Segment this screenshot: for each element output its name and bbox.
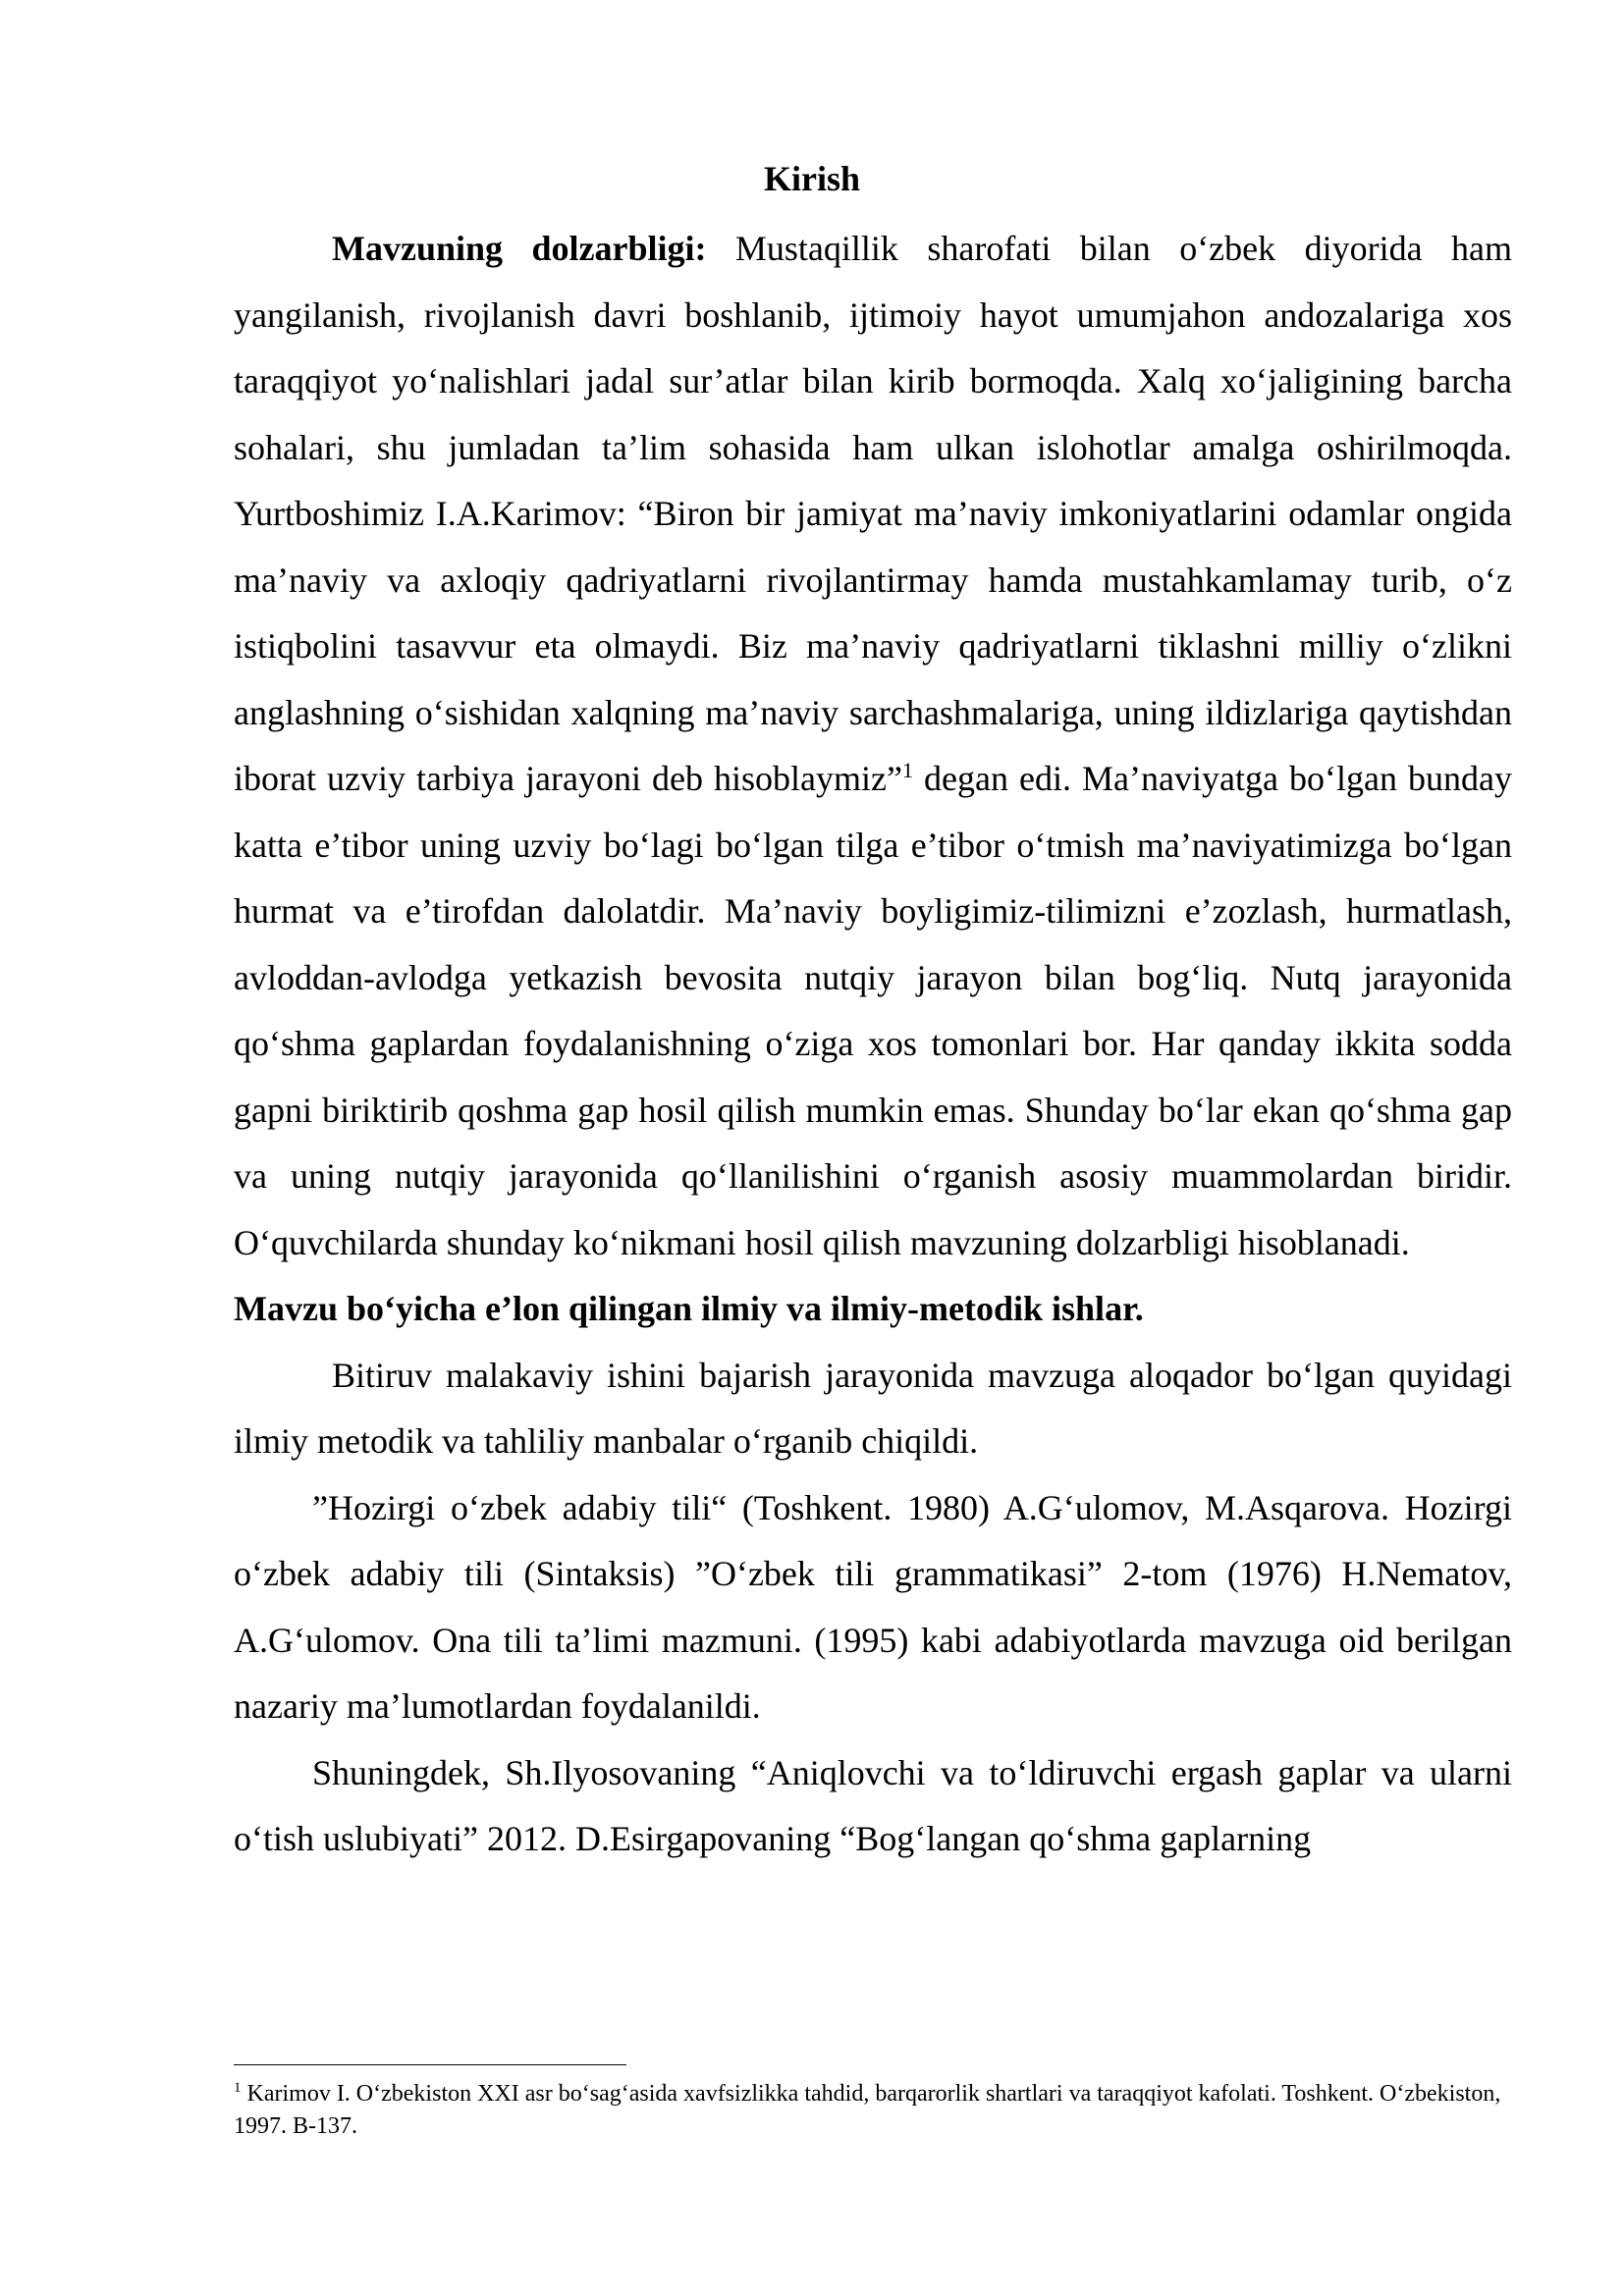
page-title: Kirish <box>763 159 860 198</box>
paragraph-sources-intro: Bitiruv malakaviy ishini bajarish jarayonida mavzuga aloqador bo‘lgan quyidagi ilmiy metodik va tahliliy manbalar o‘rganib chiqildi. <box>234 1355 1512 1461</box>
intro-text-a: Mustaqillik sharofati bilan o‘zbek diyorida ham yangilanish, rivojlanish davri boshlanib, ijtimoiy hayot umumjahon andozalariga xos taraqqiyot yo‘nalishlari jadal sur’atlar bilan kirib bormoqda. Xalq xo‘jaligining barcha sohalari, shu jumladan ta’lim sohasida ham ulkan islohotlar amalga oshirilmoqda. Yurtboshimiz I.A.Karimov: “Biron bir jamiyat ma’naviy imkoniyatlarini odamlar ongida ma’naviy va axloqiy qadriyatlarni rivojlantirmay hamda mustahkamlamay turib, o‘z istiqbolini tasavvur eta olmaydi. Biz ma’naviy qadriyatlarni tiklashni milliy o‘zlikni anglashning o‘sishidan xalqning ma’naviy sarchashmalariga, uning ildizlariga qaytishdan iborat uzviy tarbiya jarayoni deb hisoblaymiz” <box>234 229 1512 798</box>
paragraph-additional-sources: Shuningdek, Sh.Ilyosovaning “Aniqlovchi va to‘ldiruvchi ergash gaplar va ularni o‘tish uslubiyati” 2012. D.Esirgapovaning “Bog‘langan qo‘shma gaplarning <box>234 1752 1512 1858</box>
intro-paragraph <box>234 216 1512 1276</box>
intro-text-b: degan edi. Ma’naviyatga bo‘lgan bunday katta e’tibor uning uzviy bo‘lagi bo‘lgan tilga e’tibor o‘tmish ma’naviyatimizga bo‘lgan hurmat va e’tirofdan dalolatdir. Ma’naviy boyligimiz-tilimizni e’zozlash, hurmatlash, avloddan-avlodga yetkazish bevosita nutqiy jarayon bilan bog‘liq. Nutq jarayonida qo‘shma gaplardan foydalanishning o‘ziga xos tomonlari bor. Har qanday ikkita sodda gapni biriktirib qoshma gap hosil qilish mumkin emas. Shunday bo‘lar ekan qo‘shma gap va uning nutqiy jarayonida qo‘llanilishini o‘rganish asosiy muammolardan biridir. O‘quvchilarda shunday ko‘nikmani hosil qilish mavzuning dolzarbligi hisoblanadi. <box>234 759 1512 1262</box>
footnote-text: Karimov I. O‘zbekiston XXI asr bo‘sag‘asida xavfsizlikka tahdid, barqarorlik shartlari va taraqqiyot kafolati. Toshkent. O‘zbekiston, 1997. B-137. <box>234 2081 1501 2139</box>
footnote <box>234 2078 1512 2143</box>
paragraph-sources-list: ”Hozirgi o‘zbek adabiy tili“ (Toshkent. 1980) A.G‘ulomov, M.Asqarova. Hozirgi o‘zbek adabiy tili (Sintaksis) ”O‘zbek tili grammatikasi” 2-tom (1976) H.Nematov, A.G‘ulomov. Ona tili ta’limi mazmuni. (1995) kabi adabiyotlarda mavzuga oid berilgan nazariy ma’lumotlardan foydalanildi. <box>234 1487 1512 1726</box>
footnote-ref[interactable]: 1 <box>901 758 913 782</box>
footnote-divider <box>234 2064 626 2065</box>
section-heading: Mavzu bo‘yicha e’lon qilingan ilmiy va ilmiy-metodik ishlar. <box>234 1289 1144 1328</box>
footnote-number: 1 <box>234 2080 242 2096</box>
main-text <box>234 216 1512 1873</box>
intro-lead: Mavzuning dolzarbligi: <box>332 229 707 268</box>
